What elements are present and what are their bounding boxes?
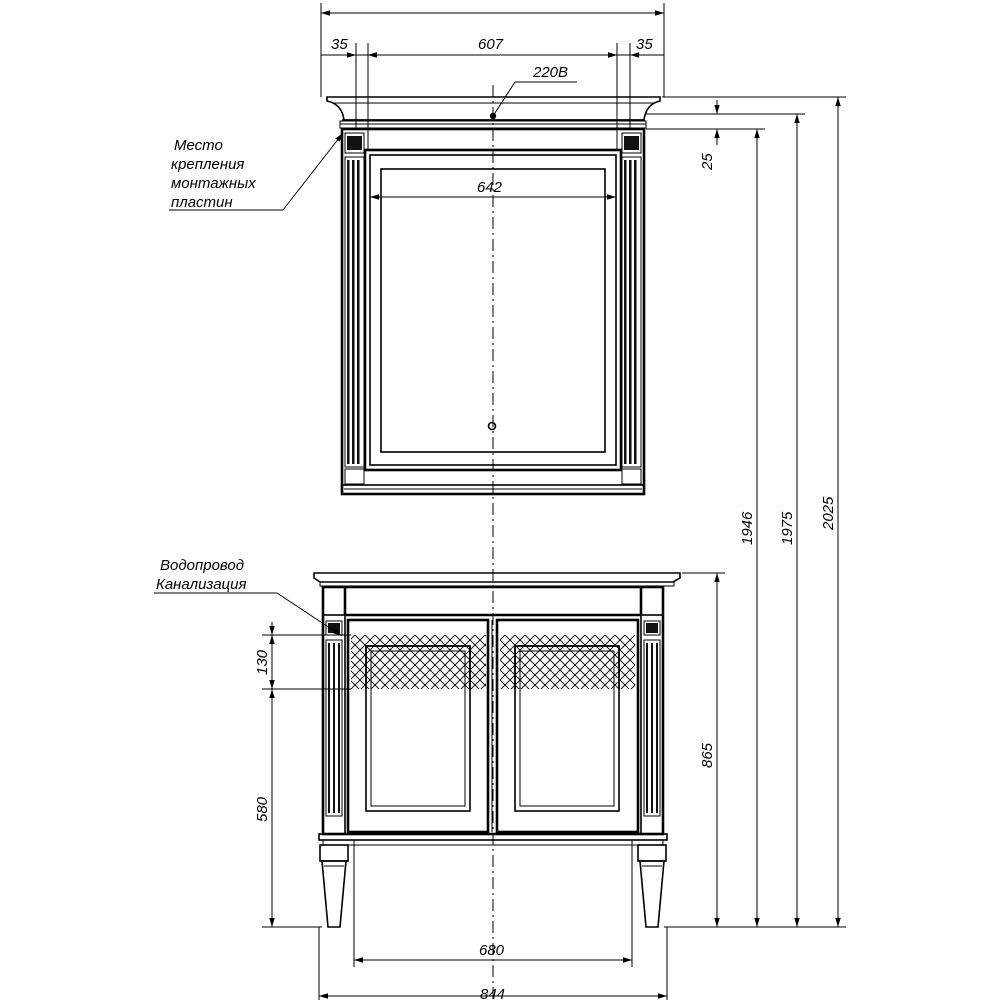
dim-130: 130 bbox=[254, 649, 271, 675]
water-supply-label: Водопровод bbox=[160, 557, 245, 574]
mounting-plates-callout bbox=[169, 133, 343, 211]
dim-642: 642 bbox=[477, 179, 503, 196]
dim-35-right: 35 bbox=[636, 36, 653, 53]
vanity-cabinet bbox=[314, 573, 680, 927]
dim-680: 680 bbox=[479, 942, 505, 959]
dim-607: 607 bbox=[478, 36, 504, 53]
dim-35-left: 35 bbox=[331, 36, 348, 53]
dim-220v: 220В bbox=[533, 64, 569, 81]
mounting-label-line4: пластин bbox=[171, 194, 233, 211]
dim-1975: 1975 bbox=[779, 511, 796, 545]
dim-865: 865 bbox=[699, 742, 716, 768]
mounting-label-line2: крепления bbox=[171, 156, 245, 173]
sewage-label: Канализация bbox=[156, 576, 247, 593]
dim-25: 25 bbox=[699, 153, 716, 170]
dim-580: 580 bbox=[254, 796, 271, 822]
dim-1946: 1946 bbox=[739, 511, 756, 545]
dim-844: 844 bbox=[480, 986, 506, 1000]
dim-2025: 2025 bbox=[820, 496, 837, 530]
mounting-label-line3: монтажных bbox=[171, 175, 256, 192]
mounting-label-line1: Место bbox=[174, 137, 223, 154]
plumbing-callout bbox=[154, 557, 342, 636]
